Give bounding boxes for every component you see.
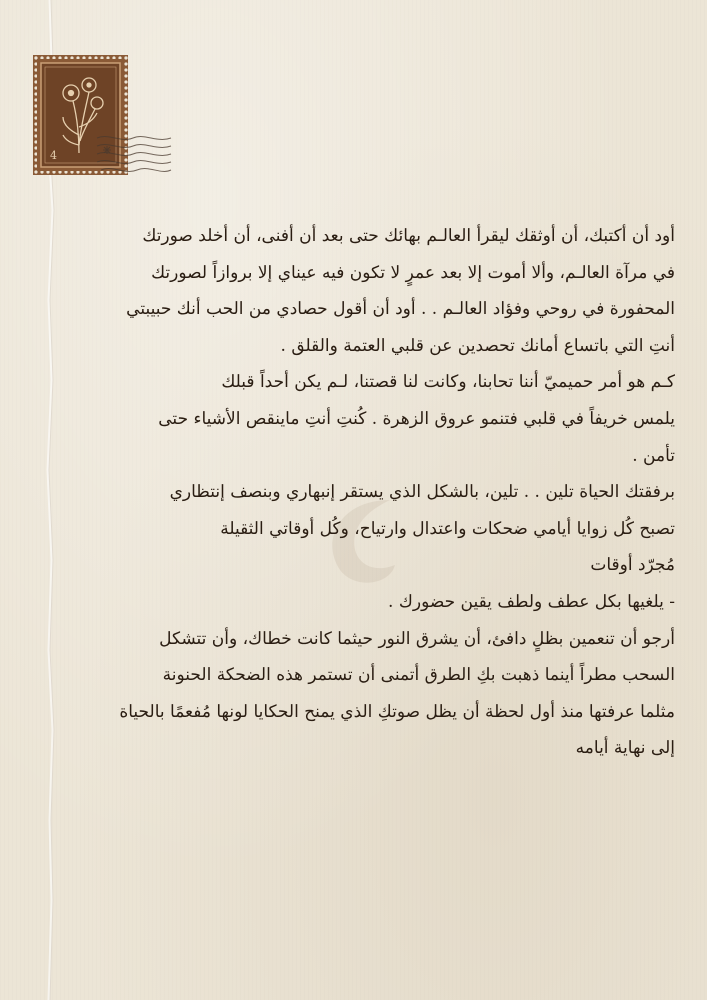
letter-line: تأمن .	[632, 445, 675, 466]
letter-line: مثلما عرفتها منذ أول لحظة أن يظل صوتكِ الذي يمنح الحكايا لونها مُفعمًا بالحياة	[119, 701, 675, 722]
letter-body	[70, 218, 675, 767]
asterisk-mark-icon	[103, 146, 111, 154]
letter-line: المحفورة في روحي وفؤاد العالـم . . أود أن أقول حصادي من الحب أنك حبيبتي	[126, 299, 675, 320]
letter-line: السحب مطراً أينما ذهبت بكِ الطرق أتمنى أن تستمر هذه الضحكة الحنونة	[162, 665, 675, 686]
letter-line: - يلغيها بكل عطف ولطف يقين حضورك .	[388, 591, 675, 612]
letter-line: أرجو أن تنعمين بظلٍ دافئ، أن يشرق النور حيثما كانت خطاك، وأن تتشكل	[159, 628, 675, 649]
stamp-value: 4	[50, 149, 57, 162]
postmark-lines	[95, 128, 175, 183]
letter-line: برفقتك الحياة تلين . . تلين، بالشكل الذي يستقر إنبهاري وبنصف إنتظاري	[169, 482, 675, 503]
letter-line: في مرآة العالـم، وألا أموت إلا بعد عمرٍ لا تكون فيه عيناي إلا بروازاً لصورتك	[151, 262, 675, 283]
letter-line: أود أن أكتبك، أن أوثقك ليقرأ العالـم بهائك حتى بعد أن أفنى، أن أخلد صورتك	[142, 226, 675, 246]
letter-line: تصبح كُل زوايا أيامي ضحكات واعتدال وارتياح، وكُل أوقاتي الثقيلة	[220, 518, 675, 539]
letter-line: أنتِ التي باتساع أمانك تحصدين عن قلبي العتمة والقلق .	[280, 335, 675, 356]
letter-line: يلمس خريفاً في قلبي فتنمو عروق الزهرة . كُنتِ أنتِ ماينقص الأشياء حتى	[158, 408, 675, 429]
letter-line: إلى نهاية أيامه	[575, 738, 675, 759]
letter-line: مُجرّد أوقات	[590, 555, 675, 576]
letter-line: كـم هو أمر حميميّ أننا تحابنا، وكانت لنا قصتنا، لـم يكن أحداً قبلك	[221, 372, 675, 393]
